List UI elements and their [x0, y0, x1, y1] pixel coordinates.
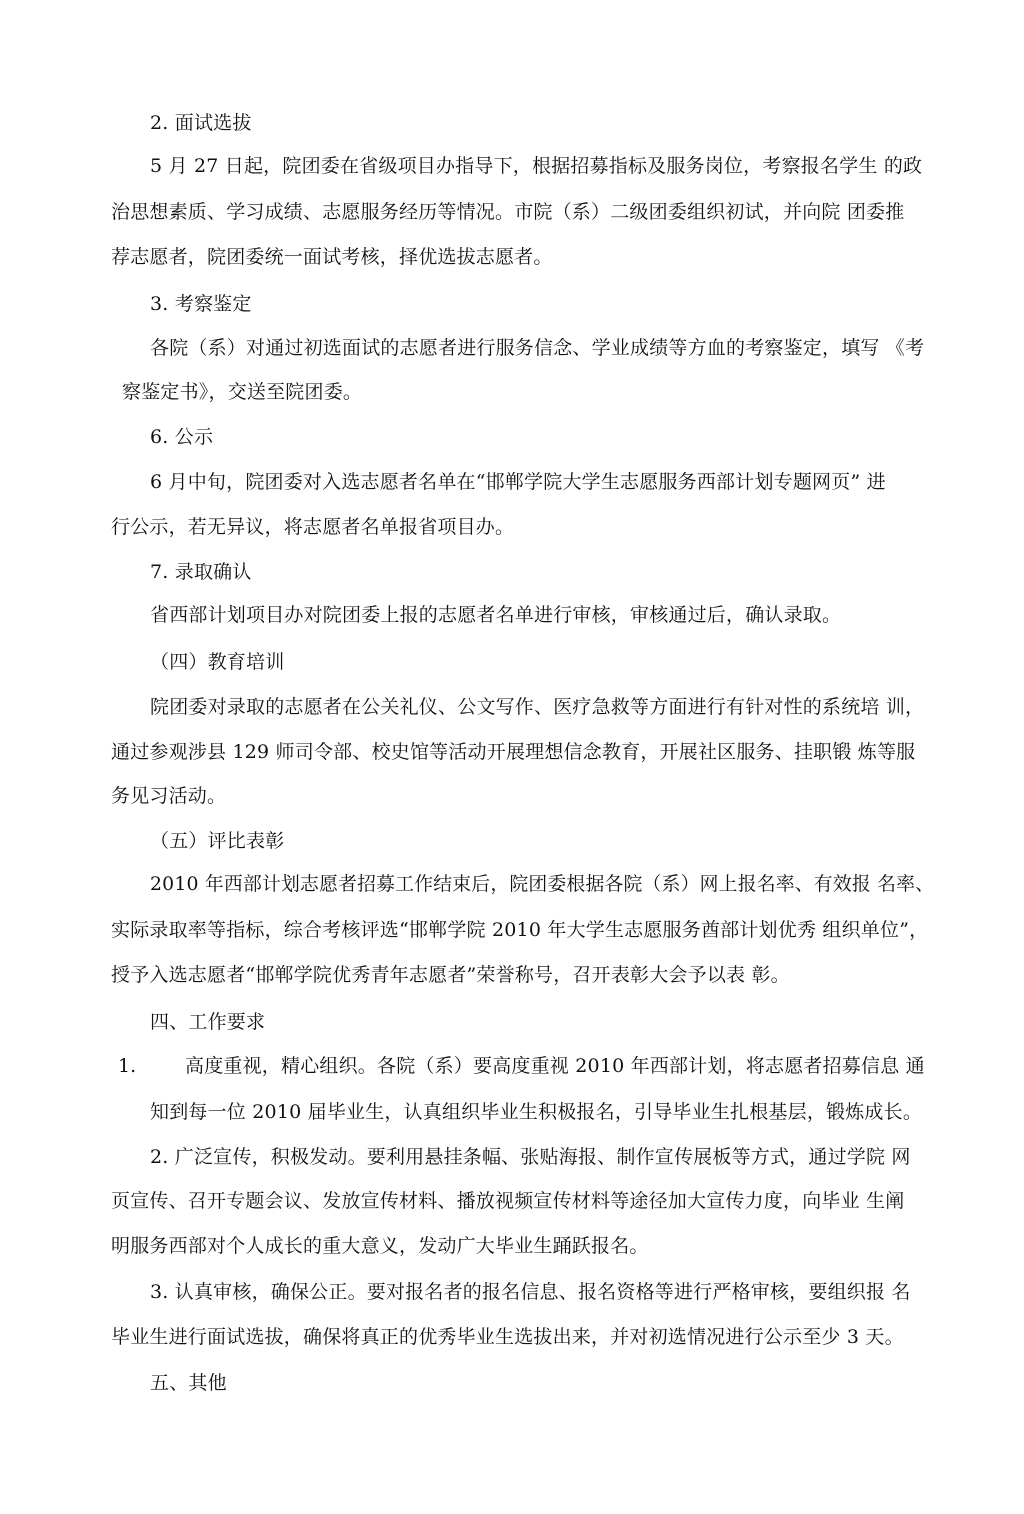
section-heading-requirements: 四、工作要求: [150, 1011, 266, 1033]
paragraph-line: 2010 年西部计划志愿者招募工作结束后，院团委根据各院（系）网上报名率、有效报 名率、: [150, 874, 935, 895]
paragraph-line: 授予入选志愿者“邯郸学院优秀青年志愿者”荣誉称号，召开表彰大会予以表 彰。: [111, 964, 790, 986]
paragraph-line: 通过参观涉县 129 师司令部、校史馆等活动开展理想信念教育，开展社区服务、挂职锻 炼等服: [111, 741, 916, 763]
section-heading-interview: 2. 面试选拔: [150, 112, 252, 134]
paragraph-line: 知到每一位 2010 届毕业生，认真组织毕业生积极报名，引导毕业生扎根基层，锻炼成长。: [150, 1101, 923, 1123]
paragraph-line: 明服务西部对个人成长的重大意义，发动广大毕业生踊跃报名。: [111, 1235, 649, 1257]
paragraph-line: 毕业生进行面试选拔，确保将真正的优秀毕业生选拔出来，并对初选情况进行公示至少 3 天。: [111, 1326, 904, 1348]
section-heading-publicity: 6. 公示: [150, 426, 214, 448]
paragraph-line: 治思想素质、学习成绩、志愿服务经历等情况。市院（系）二级团委组织初试，并向院 团委推: [111, 201, 905, 223]
paragraph-line: 行公示，若无异议，将志愿者名单报省项目办。: [111, 516, 515, 538]
paragraph-line: 2. 广泛宣传，积极发动。要利用悬挂条幅、张贴海报、制作宣传展板等方式，通过学院 网: [150, 1146, 911, 1168]
paragraph-line: 各院（系）对通过初选面试的志愿者进行服务信念、学业成绩等方血的考察鉴定，填写 《考: [150, 337, 925, 359]
paragraph-line: 察鉴定书》，交送至院团委。: [122, 381, 363, 403]
section-heading-assessment: 3. 考察鉴定: [150, 293, 252, 315]
paragraph-line: 省西部计划项目办对院团委上报的志愿者名单进行审核，审核通过后，确认录取。: [150, 604, 842, 626]
paragraph-line: 荐志愿者，院团委统一面试考核，择优选拔志愿者。: [111, 246, 553, 268]
section-heading-other: 五、其他: [150, 1372, 227, 1394]
paragraph-line: 页宣传、召开专题会议、发放宣传材料、播放视频宣传材料等途径加大宣传力度，向毕业 生阐: [111, 1190, 905, 1212]
paragraph-line: 6 月中旬，院团委对入选志愿者名单在“邯郸学院大学生志愿服务西部计划专题网页” 进: [150, 471, 886, 493]
section-heading-awards: （五）评比表彰: [150, 830, 285, 852]
list-item-number: 1.: [118, 1055, 137, 1077]
paragraph-line: 3. 认真审核，确保公正。要对报名者的报名信息、报名资格等进行严格审核，要组织报 名: [150, 1281, 911, 1303]
section-heading-admission: 7. 录取确认: [150, 561, 252, 583]
paragraph-line: 院团委对录取的志愿者在公关礼仪、公文写作、医疗急救等方面进行有针对性的系统培 训，: [150, 696, 925, 718]
section-heading-training: （四）教育培训: [150, 651, 285, 673]
paragraph-line: 实际录取率等指标，综合考核评选“邯郸学院 2010 年大学生志愿服务酋部计划优秀 组织单位”，: [111, 919, 929, 941]
paragraph-line: 高度重视，精心组织。各院（系）要高度重视 2010 年西部计划，将志愿者招募信息 通: [185, 1055, 925, 1077]
paragraph-line: 5 月 27 日起，院团委在省级项目办指导下，根据招募指标及服务岗位，考察报名学生 的政: [150, 155, 923, 177]
paragraph-line: 务见习活动。: [111, 785, 227, 807]
